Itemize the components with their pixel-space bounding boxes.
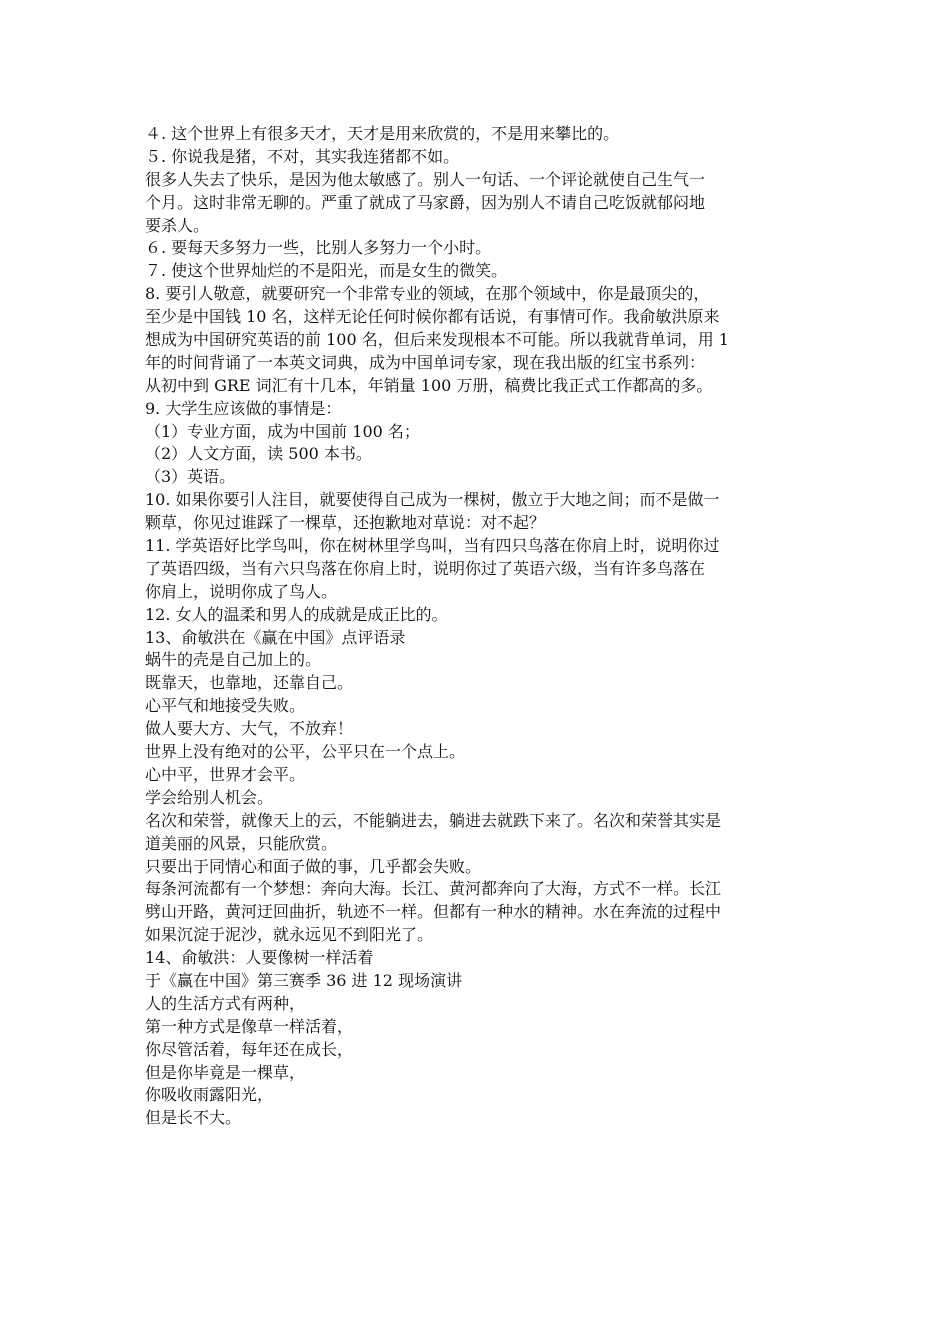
text-line: 很多人失去了快乐，是因为他太敏感了。别人一句话、一个评论就使自己生气一: [145, 169, 706, 189]
text-line: 但是长不大。: [145, 1108, 242, 1128]
text-line: 人的生活方式有两种，: [145, 993, 306, 1013]
text-line: 你尽管活着，每年还在成长，: [145, 1039, 354, 1059]
text-line: 你吸收雨露阳光，: [145, 1085, 274, 1105]
text-line: 你肩上，说明你成了鸟人。: [145, 581, 338, 601]
text-line: 名次和荣誉，就像天上的云，不能躺进去，躺进去就跌下来了。名次和荣誉其实是: [145, 810, 722, 830]
text-line: 8. 要引人敬意，就要研究一个非常专业的领域，在那个领域中，你是最顶尖的，: [145, 284, 710, 304]
text-line: 道美丽的风景，只能欣赏。: [145, 833, 338, 853]
text-line: 9. 大学生应该做的事情是：: [145, 398, 342, 418]
text-line: 了英语四级，当有六只鸟落在你肩上时，说明你过了英语六级，当有许多鸟落在: [145, 558, 706, 578]
text-line: 13、俞敏洪在《赢在中国》点评语录: [145, 627, 406, 647]
text-line: 要杀人。: [145, 215, 210, 235]
text-line: 做人要大方、大气，不放弃！: [145, 719, 354, 739]
text-line: 12. 女人的温柔和男人的成就是成正比的。: [145, 604, 448, 624]
document-body: [145, 123, 815, 1130]
text-line: 年的时间背诵了一本英文词典，成为中国单词专家，现在我出版的红宝书系列：: [145, 352, 706, 372]
text-line: 从初中到 GRE 词汇有十几本，年销量 100 万册，稿费比我正式工作都高的多。: [145, 375, 713, 395]
text-line: ６. 要每天多努力一些，比别人多努力一个小时。: [145, 238, 492, 258]
text-line: 至少是中国钱 10 名，这样无论任何时候你都有话说，有事情可作。我俞敏洪原来: [145, 307, 720, 327]
text-line: （2）人文方面，读 500 本书。: [145, 444, 372, 464]
text-line: ４. 这个世界上有很多天才，天才是用来欣赏的，不是用来攀比的。: [145, 124, 620, 143]
text-line: 只要出于同情心和面子做的事，几乎都会失败。: [145, 856, 482, 876]
text-line: 想成为中国研究英语的前 100 名，但后来发现根本不可能。所以我就背单词，用 1: [145, 330, 729, 350]
text-line: 心中平，世界才会平。: [145, 764, 306, 784]
text-line: 世界上没有绝对的公平，公平只在一个点上。: [145, 742, 466, 762]
text-line: 学会给别人机会。: [145, 787, 274, 807]
text-line: 如果沉淀于泥沙，就永远见不到阳光了。: [145, 925, 434, 945]
text-line: 劈山开路，黄河迂回曲折，轨迹不一样。但都有一种水的精神。水在奔流的过程中: [145, 902, 722, 922]
text-line: 于《赢在中国》第三赛季 36 进 12 现场演讲: [145, 970, 463, 990]
text-line: ５. 你说我是猪，不对，其实我连猪都不如。: [145, 146, 460, 166]
text-line: 11. 学英语好比学鸟叫，你在树林里学鸟叫，当有四只鸟落在你肩上时，说明你过: [145, 536, 720, 556]
text-line: （1）专业方面，成为中国前 100 名；: [145, 421, 420, 441]
text-line: 蜗牛的壳是自己加上的。: [145, 650, 322, 670]
text-line: 个月。这时非常无聊的。严重了就成了马家爵，因为别人不请自己吃饭就郁闷地: [145, 192, 706, 212]
text-line: 颗草，你见过谁踩了一棵草，还抱歉地对草说：对不起？: [145, 513, 546, 533]
text-line: 14、俞敏洪：人要像树一样活着: [145, 948, 374, 968]
text-line: 但是你毕竟是一棵草，: [145, 1062, 306, 1082]
text-line: 每条河流都有一个梦想：奔向大海。长江、黄河都奔向了大海，方式不一样。长江: [145, 879, 722, 899]
text-line: 10. 如果你要引人注目，就要使得自己成为一棵树，傲立于大地之间；而不是做一: [145, 490, 720, 510]
text-line: 既靠天，也靠地，还靠自己。: [145, 673, 354, 693]
text-line: 第一种方式是像草一样活着，: [145, 1016, 354, 1036]
text-line: （3）英语。: [145, 467, 236, 487]
text-line: ７. 使这个世界灿烂的不是阳光，而是女生的微笑。: [145, 261, 508, 281]
text-line: 心平气和地接受失败。: [145, 696, 306, 716]
